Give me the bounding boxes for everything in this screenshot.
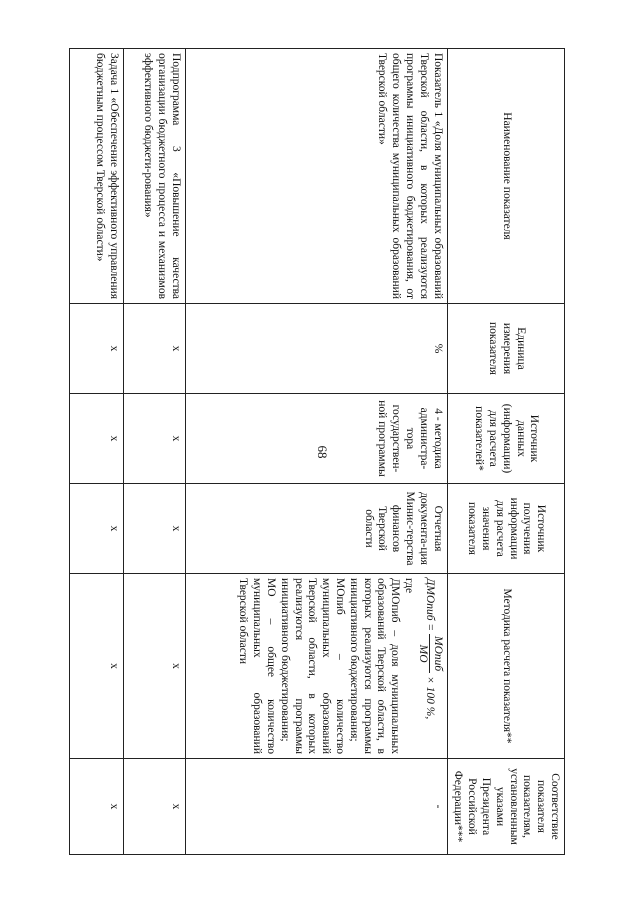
formula-numerator: МОпиб [429,634,444,673]
formula-rhs: × 100 %, [423,676,436,720]
header-name: Наименование показателя [447,49,564,304]
cell-source-info: x [69,484,123,574]
page-number: 68 [315,445,330,459]
cell-source-data: x [69,394,123,484]
rotated-table-container [95,48,565,854]
cell-source-info: x [123,484,185,574]
formula [415,578,444,754]
table-row [123,49,185,855]
table-row [69,49,123,855]
header-unit: Единица измерения показателя [447,304,564,394]
header-method: Методика расчета показателя** [447,574,564,759]
cell-method: x [69,574,123,759]
cell-unit: x [123,304,185,394]
cell-source-info: Отчетная документа-ция Минис-терства финансов Тверской области [185,484,447,574]
cell-unit: x [69,304,123,394]
cell-method: x [123,574,185,759]
table-header-row [447,49,564,855]
formula-denominator: МО [416,644,429,663]
cell-name: Показатель 1 «Доля муниципальных образований Тверской области, в которых реализуются программы инициативного бюджетирования, от общего количества муниципальных образований Тверской области» [185,49,447,304]
table-row [185,49,447,855]
header-source-data: Источник данных (информации) для расчета показателей* [447,394,564,484]
header-compliance: Соответствие показателя показателям, установленным указами Президента Российской Федерации*** [447,759,564,855]
formula-definition: МОпиб – количество муниципальных образований Тверской области, в которых реализуются программы инициативного бюджетирования; [278,578,347,754]
formula-fraction [415,634,444,673]
cell-compliance: x [69,759,123,855]
cell-source-data: x [123,394,185,484]
header-source-info: Источник получения информации для расчета значения показателя [447,484,564,574]
formula-where: где [403,578,416,594]
indicators-table [69,48,565,855]
cell-name: Подпрограмма 3 «Повышение качества организации бюджетного процесса и механизмов эффективного бюджети-рования» [123,49,185,304]
cell-name: Задача 1 «Обеспечение эффективного управления бюджетным процессом Тверской области» [69,49,123,304]
formula-lhs: ДМОпиб = [423,578,436,632]
formula-definition: МО – общее количество муниципальных образований Тверской области [237,578,278,754]
cell-method [185,574,447,759]
cell-compliance: x [123,759,185,855]
cell-unit: % [185,304,447,394]
cell-compliance: - [185,759,447,855]
cell-source-data: 4 - методика администра-тора государствен-ной программы [185,394,447,484]
formula-definition: ДМОпиб – доля муниципальных образований Тверской области, в которых реализуются программы инициативного бюджетирования; [347,578,402,754]
